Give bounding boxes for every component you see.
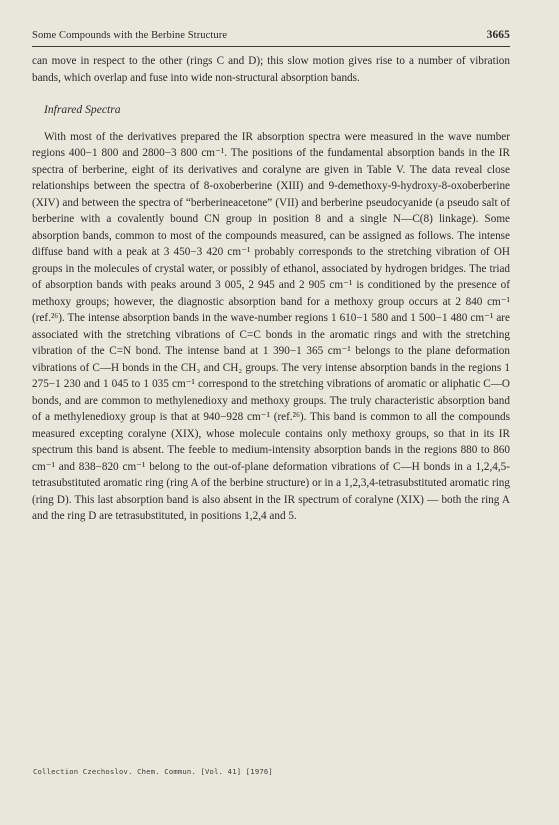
running-title: Some Compounds with the Berbine Structure [32, 30, 228, 41]
article-body [32, 53, 510, 525]
paragraph-intro: can move in respect to the other (rings C and D); this slow motion gives rise to a number of vibration bands, which overlap and fuse into wide non-structural absorption bands. [32, 55, 510, 84]
paragraph-ir-spectra: With most of the derivatives prepared the IR absorption spectra were measured in the wave number regions 400−1 800 and 2800−3 800 cm⁻¹. The positions of the fundamental absorption bands in the IR spectra of berberine, eight of its derivatives and coralyne are given in Table V. The data reveal close relationships between the spectra of 8-oxoberberine (XIII) and 9-demethoxy-9-hydroxy-8-oxoberberine (XIV) and between the spectra of “berberineacetone” (VII) and berberine pseudocyanide (a pseudo salt of berberine with a covalently bound CN group in position 8 and a single N—C(8) linkage). Some absorption bands, common to most of the compounds measured, can be assigned as follows. The intense diffuse band with a peak at 3 450−3 420 cm⁻¹ probably corresponds to the stretching vibration of OH groups in the molecules of crystal water, or possibly of ethanol, associated by hydrogen bridges. The triad of absorption bands with peaks around 3 005, 2 945 and 2 905 cm⁻¹ is conditioned by the presence of methoxy groups; however, the diagnostic absorption band for a methoxy group occurs at 2 840 cm⁻¹ (ref.²⁶). The intense absorption bands in the wave-number regions 1 610−1 580 and 1 500−1 480 cm⁻¹ are associated with the stretching vibrations of C=C bonds in the aromatic rings and with the stretching vibration of the C=N bond. The intense band at 1 390−1 365 cm⁻¹ belongs to the plane deformation vibrations of C—H bonds in the CH₃ and CH₂ groups. The very intense absorption bands in the regions 1 275−1 230 and 1 045 to 1 035 cm⁻¹ correspond to the stretching vibrations of aromatic or aliphatic C—O bonds, and are common to methylenedioxy and methoxy groups. The truly characteristic absorption band of a methylenedioxy group is that at 940−928 cm⁻¹ (ref.²⁶). This band is common to all the compounds measured excepting coralyne (XIX), whose molecule contains only methoxy groups, so that in its IR spectrum this band is absent. The feeble to medium-intensity absorption bands in the regions 880 to 860 cm⁻¹ and 838−820 cm⁻¹ belong to the out-of-plane deformation vibrations of C—H bonds in a 1,2,4,5-tetrasubstituted aromatic ring (ring A of the berbine structure) or in a 1,2,3,4-tetrasubstituted aromatic ring (ring D). This last absorption band is also absent in the IR spectrum of coralyne (XIX) — both the ring A and the ring D are tetrasubstituted, in positions 1,2,4 and 5. [32, 130, 510, 522]
header-rule [32, 46, 510, 47]
running-header [32, 30, 510, 46]
journal-footer: Collection Czechoslov. Chem. Commun. [Vol. 41] [1976] [33, 767, 273, 776]
page-number: 3665 [486, 29, 510, 41]
section-heading: Infrared Spectra [44, 103, 121, 116]
